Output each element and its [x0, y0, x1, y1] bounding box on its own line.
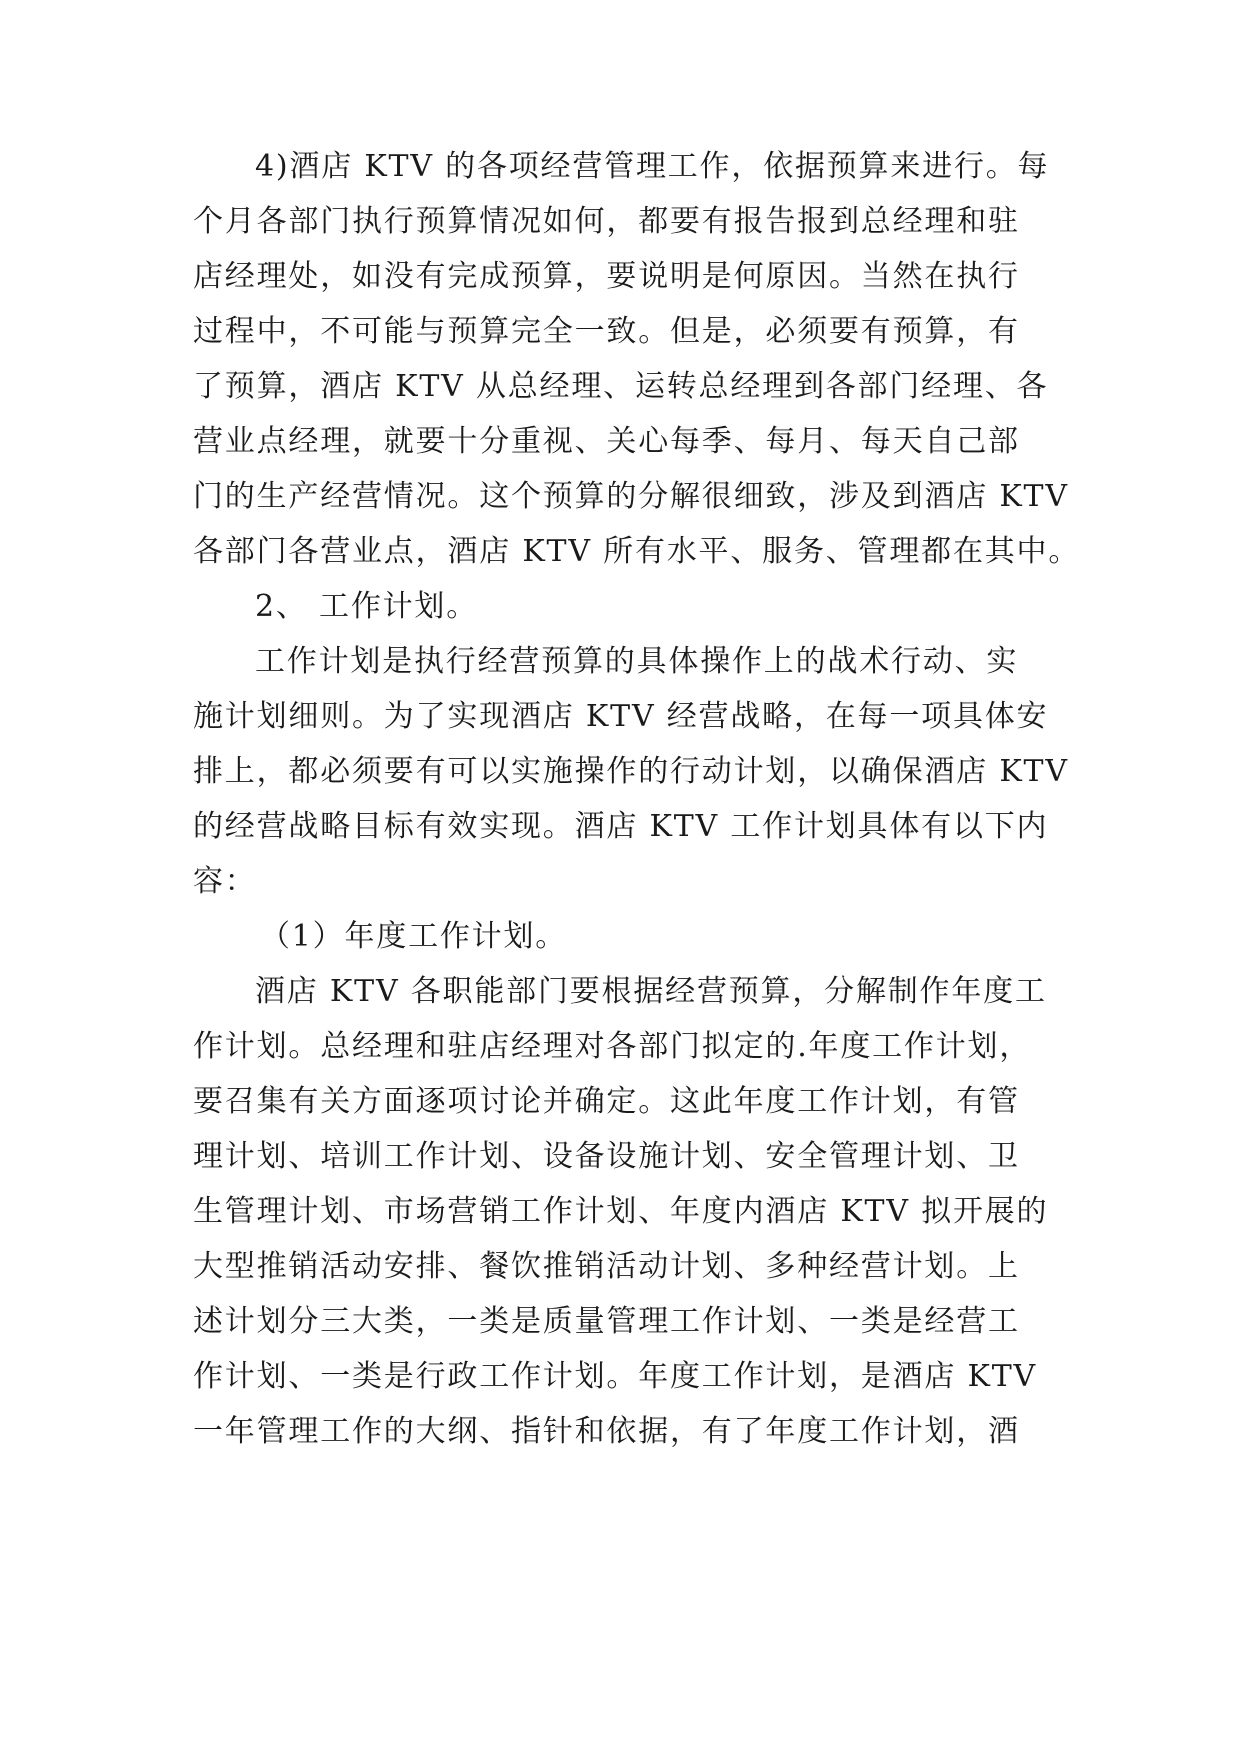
- text-line: 酒店 KTV 各职能部门要根据经营预算，分解制作年度工: [255, 974, 1047, 1009]
- text-line: 要召集有关方面逐项讨论并确定。这此年度工作计划，有管: [193, 1084, 1020, 1119]
- text-line: 作计划、一类是行政工作计划。年度工作计划，是酒店 KTV: [193, 1359, 1038, 1394]
- text-line: 排上，都必须要有可以实施操作的行动计划，以确保酒店 KTV: [193, 754, 1069, 789]
- text-line: 各部门各营业点，酒店 KTV 所有水平、服务、管理都在其中。: [193, 534, 1081, 569]
- text-line: 4)酒店 KTV 的各项经营管理工作，依据预算来进行。每: [255, 149, 1050, 184]
- text-line: 个月各部门执行预算情况如何，都要有报告报到总经理和驻: [193, 204, 1020, 239]
- text-line: 大型推销活动安排、餐饮推销活动计划、多种经营计划。上: [193, 1249, 1020, 1284]
- text-line: 营业点经理，就要十分重视、关心每季、每月、每天自己部: [193, 424, 1020, 459]
- text-line: 的经营战略目标有效实现。酒店 KTV 工作计划具体有以下内: [193, 809, 1049, 844]
- text-line: 容：: [193, 864, 257, 899]
- text-line: 了预算，酒店 KTV 从总经理、运转总经理到各部门经理、各: [193, 369, 1049, 404]
- text-line: 店经理处，如没有完成预算，要说明是何原因。当然在执行: [193, 259, 1020, 294]
- text-line: 工作计划是执行经营预算的具体操作上的战术行动、实: [255, 644, 1019, 679]
- text-line: 作计划。总经理和驻店经理对各部门拟定的.年度工作计划，: [193, 1029, 1032, 1064]
- text-line: 理计划、培训工作计划、设备设施计划、安全管理计划、卫: [193, 1139, 1020, 1174]
- text-line: 门的生产经营情况。这个预算的分解很细致，涉及到酒店 KTV: [193, 479, 1069, 514]
- text-line: 施计划细则。为了实现酒店 KTV 经营战略，在每一项具体安: [193, 699, 1049, 734]
- text-line: 过程中，不可能与预算完全一致。但是，必须要有预算，有: [193, 314, 1020, 349]
- text-line: 生管理计划、市场营销工作计划、年度内酒店 KTV 拟开展的: [193, 1194, 1049, 1229]
- text-line: 一年管理工作的大纲、指针和依据，有了年度工作计划，酒: [193, 1414, 1020, 1449]
- text-line: 述计划分三大类，一类是质量管理工作计划、一类是经营工: [193, 1304, 1020, 1339]
- section-heading: 2、 工作计划。: [255, 589, 479, 624]
- subsection-heading: （1）年度工作计划。: [260, 919, 568, 954]
